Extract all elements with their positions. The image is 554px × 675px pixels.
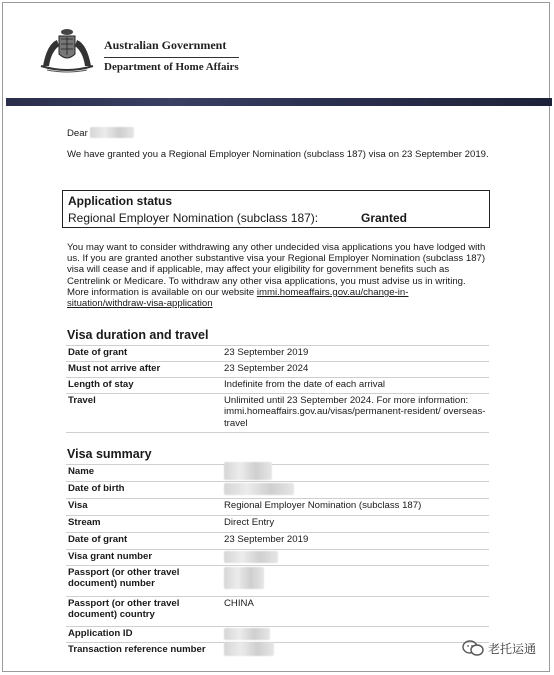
header-bar — [6, 98, 552, 106]
row-label: Travel — [68, 395, 96, 406]
table-row — [66, 346, 489, 362]
row-label: Application ID — [68, 628, 133, 639]
row-label: Passport (or other travel document) number — [68, 567, 180, 590]
row-label: Transaction reference number — [68, 644, 206, 655]
summary-title: Visa summary — [67, 447, 152, 461]
chat-bubble-icon — [462, 639, 484, 657]
row-value — [224, 466, 489, 483]
table-row — [66, 378, 489, 394]
row-label: Stream — [68, 517, 101, 528]
salutation-line — [67, 127, 489, 140]
redacted-value — [224, 567, 264, 589]
table-row — [66, 643, 489, 659]
row-value: Regional Employer Nomination (subclass 187) — [224, 500, 422, 511]
table-row — [66, 597, 489, 627]
row-value: 23 September 2019 — [224, 347, 309, 358]
row-label: Date of grant — [68, 534, 128, 545]
row-label: Visa — [68, 500, 88, 511]
table-row — [66, 533, 489, 550]
application-status-box — [62, 190, 490, 228]
redacted-value — [224, 462, 272, 480]
table-row — [66, 394, 489, 433]
withdraw-text: You may want to consider withdrawing any other undecided visa applications you have lodged with us. If you are granted another substantive visa your Regional Employer Nomination (subclass 187) visa will cease and if applicable, may affect your eligibility for government benefits such as Centrelink or Medicare. To withdraw any other visa applications, you must advise us in writing. More information is available on our website — [67, 242, 486, 298]
row-label: Length of stay — [68, 379, 134, 390]
withdraw-paragraph — [67, 242, 487, 309]
table-row — [66, 482, 489, 499]
status-title: Application status — [68, 194, 173, 208]
watermark — [462, 639, 536, 657]
row-value: Indefinite from the date of each arrival — [224, 379, 386, 390]
summary-table — [66, 464, 489, 659]
gov-name: Australian Government — [104, 38, 227, 52]
row-label: Visa grant number — [68, 551, 153, 562]
redacted-value — [224, 551, 278, 563]
row-value — [224, 567, 489, 592]
grant-sentence: We have granted you a Regional Employer Nomination (subclass 187) visa on 23 September 2019. — [67, 148, 489, 160]
salutation: Dear — [67, 128, 88, 139]
table-row — [66, 566, 489, 597]
row-label: Name — [68, 466, 95, 477]
table-row — [66, 550, 489, 566]
row-value: CHINA — [224, 598, 254, 609]
letter-intro — [67, 127, 489, 160]
row-value — [224, 551, 489, 566]
gov-heading — [104, 38, 239, 73]
redacted-value — [224, 642, 274, 656]
row-value: 23 September 2019 — [224, 534, 309, 545]
table-row — [66, 627, 489, 643]
status-visa: Regional Employer Nomination (subclass 187): — [68, 211, 319, 225]
row-label: Passport (or other travel document) country — [68, 598, 180, 621]
department-name: Department of Home Affairs — [104, 61, 239, 73]
watermark-text: 老托运通 — [488, 641, 537, 656]
gov-rule — [104, 57, 239, 58]
duration-title: Visa duration and travel — [67, 328, 209, 342]
redacted-value — [224, 483, 294, 495]
table-row — [66, 499, 489, 516]
status-badge: Granted — [361, 211, 408, 225]
redacted-name — [90, 127, 134, 138]
table-row — [66, 516, 489, 533]
row-label: Date of birth — [68, 483, 125, 494]
row-value: Unlimited until 23 September 2024. For more information: immi.homeaffairs.gov.au/visas/permanent-resident/ overseas-travel — [224, 395, 486, 429]
coat-of-arms-icon — [37, 26, 97, 74]
row-value: Direct Entry — [224, 517, 275, 528]
duration-table — [66, 345, 489, 433]
row-value — [224, 483, 489, 498]
redacted-value — [224, 628, 270, 640]
row-label: Date of grant — [68, 347, 128, 358]
table-row — [66, 362, 489, 378]
row-label: Must not arrive after — [68, 363, 161, 374]
table-row — [66, 465, 489, 482]
row-value — [224, 644, 489, 659]
withdraw-link[interactable]: immi.homeaffairs.gov.au/change-in-situation/withdraw-visa-application — [67, 286, 409, 310]
row-value: 23 September 2024 — [224, 363, 309, 374]
